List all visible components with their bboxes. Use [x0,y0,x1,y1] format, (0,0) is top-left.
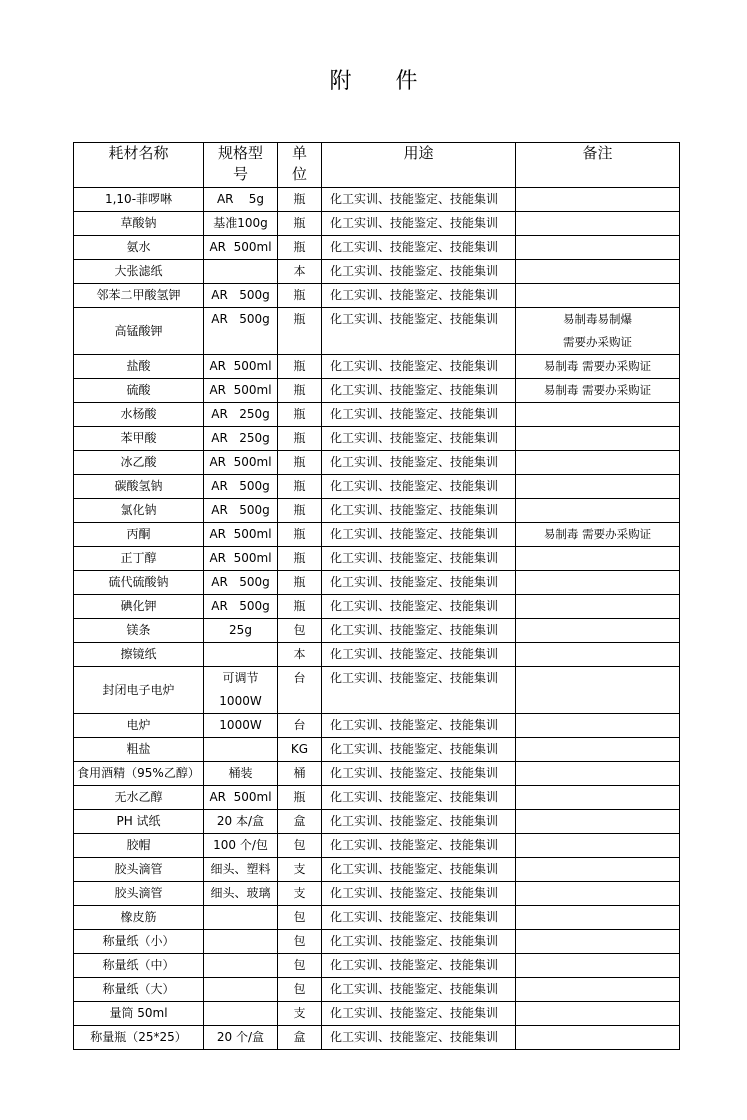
cell-name: 镁条 [74,619,204,643]
cell-spec [204,643,278,667]
table-row [74,667,680,714]
cell-unit: 瓶 [278,236,322,260]
cell-use: 化工实训、技能鉴定、技能集训 [322,499,516,523]
table-row [74,571,680,595]
cell-note [516,308,680,355]
table-row [74,188,680,212]
table-row [74,882,680,906]
cell-spec [204,571,278,595]
table-row [74,714,680,738]
cell-unit: 瓶 [278,451,322,475]
spec-line: 细头、玻璃 [210,886,271,900]
table-header-row [74,143,680,188]
cell-spec [204,714,278,738]
spec-line: 基准100g [213,216,268,230]
cell-spec [204,906,278,930]
cell-name: 硫酸 [74,379,204,403]
cell-note [516,523,680,547]
table-row [74,762,680,786]
cell-name: 丙酮 [74,523,204,547]
note-line: 易制毒 需要办采购证 [543,359,652,373]
cell-use: 化工实训、技能鉴定、技能集训 [322,810,516,834]
table-row [74,355,680,379]
cell-spec [204,403,278,427]
cell-unit: 瓶 [278,499,322,523]
cell-name: 盐酸 [74,355,204,379]
cell-unit: 瓶 [278,475,322,499]
cell-note [516,355,680,379]
header-unit: 单 位 [278,143,322,188]
cell-spec [204,451,278,475]
cell-name: 电炉 [74,714,204,738]
cell-name: 量筒 50ml [74,1002,204,1026]
materials-table [73,142,680,1050]
cell-name: 正丁醇 [74,547,204,571]
cell-name: 称量纸（大） [74,978,204,1002]
table-row [74,403,680,427]
note-line: 易制毒 需要办采购证 [543,383,652,397]
cell-name: 水杨酸 [74,403,204,427]
cell-name: 硫代硫酸钠 [74,571,204,595]
spec-line: 可调节 [222,671,259,685]
cell-use: 化工实训、技能鉴定、技能集训 [322,571,516,595]
spec-line: AR 500g [211,503,270,517]
cell-use: 化工实训、技能鉴定、技能集训 [322,882,516,906]
cell-name: 氯化钠 [74,499,204,523]
spec-line: AR 5g [216,192,265,206]
table-row [74,427,680,451]
table-row [74,523,680,547]
page-title-part2: 件 [395,69,418,94]
spec-line: AR 500ml [209,359,272,373]
spec-line: AR 500ml [209,551,272,565]
note-line: 需要办采购证 [563,335,632,349]
cell-use: 化工实训、技能鉴定、技能集训 [322,212,516,236]
cell-spec [204,475,278,499]
cell-unit: 瓶 [278,403,322,427]
cell-use: 化工实训、技能鉴定、技能集训 [322,643,516,667]
cell-unit: 瓶 [278,523,322,547]
cell-note [516,882,680,906]
cell-unit: 台 [278,714,322,738]
cell-spec [204,547,278,571]
cell-spec [204,595,278,619]
table-row [74,260,680,284]
cell-name: 称量瓶（25*25） [74,1026,204,1050]
cell-note [516,762,680,786]
cell-name: 胶头滴管 [74,858,204,882]
cell-name: 邻苯二甲酸氢钾 [74,284,204,308]
cell-note [516,738,680,762]
cell-unit: 包 [278,954,322,978]
cell-use: 化工实训、技能鉴定、技能集训 [322,475,516,499]
cell-name: 粗盐 [74,738,204,762]
table-row [74,906,680,930]
cell-name: 碳酸氢钠 [74,475,204,499]
cell-use: 化工实训、技能鉴定、技能集训 [322,1002,516,1026]
table-row [74,595,680,619]
cell-note [516,714,680,738]
cell-spec [204,930,278,954]
cell-use: 化工实训、技能鉴定、技能集训 [322,451,516,475]
spec-line: 20 个/盒 [216,1030,265,1044]
cell-spec [204,882,278,906]
cell-use: 化工实训、技能鉴定、技能集训 [322,762,516,786]
cell-use: 化工实训、技能鉴定、技能集训 [322,858,516,882]
spec-line: 桶装 [228,766,253,780]
cell-unit: 支 [278,858,322,882]
spec-line: AR 500g [211,575,270,589]
cell-note [516,619,680,643]
cell-note [516,379,680,403]
cell-use: 化工实训、技能鉴定、技能集训 [322,236,516,260]
cell-spec [204,379,278,403]
cell-name: 高锰酸钾 [74,308,204,355]
table-row [74,451,680,475]
cell-name: 苯甲酸 [74,427,204,451]
spec-line: 100 个/包 [213,838,268,852]
spec-line: 20 本/盒 [216,814,265,828]
cell-spec [204,954,278,978]
cell-name: 橡皮筋 [74,906,204,930]
spec-line: 细头、塑料 [210,862,271,876]
cell-unit: 瓶 [278,188,322,212]
cell-spec [204,499,278,523]
cell-unit: 瓶 [278,571,322,595]
table-row [74,236,680,260]
cell-note [516,260,680,284]
note-line: 易制毒易制爆 [563,312,632,326]
cell-name: 封闭电子电炉 [74,667,204,714]
table-row [74,978,680,1002]
cell-use: 化工实训、技能鉴定、技能集训 [322,427,516,451]
table-row [74,786,680,810]
cell-note [516,858,680,882]
header-use: 用途 [322,143,516,188]
cell-spec [204,523,278,547]
cell-note [516,212,680,236]
cell-note [516,954,680,978]
cell-name: 胶帽 [74,834,204,858]
cell-spec [204,834,278,858]
spec-line: AR 500ml [209,527,272,541]
cell-name: 1,10-菲啰啉 [74,188,204,212]
cell-use: 化工实训、技能鉴定、技能集训 [322,379,516,403]
table-row [74,212,680,236]
cell-use: 化工实训、技能鉴定、技能集训 [322,667,516,714]
cell-name: 无水乙醇 [74,786,204,810]
cell-note [516,930,680,954]
cell-unit: 台 [278,667,322,714]
cell-note [516,188,680,212]
spec-line: AR 250g [211,431,270,445]
cell-unit: 包 [278,619,322,643]
cell-note [516,595,680,619]
table-row [74,834,680,858]
cell-note [516,571,680,595]
spec-line: AR 500g [211,312,270,326]
cell-unit: 瓶 [278,355,322,379]
cell-use: 化工实训、技能鉴定、技能集训 [322,930,516,954]
cell-use: 化工实训、技能鉴定、技能集训 [322,954,516,978]
cell-note [516,284,680,308]
cell-use: 化工实训、技能鉴定、技能集训 [322,547,516,571]
cell-spec [204,188,278,212]
cell-spec [204,427,278,451]
cell-note [516,499,680,523]
spec-line: 25g [229,623,252,637]
cell-note [516,667,680,714]
cell-use: 化工实训、技能鉴定、技能集训 [322,1026,516,1050]
spec-line: 1000W [219,694,262,708]
table-row [74,547,680,571]
cell-unit: 本 [278,643,322,667]
cell-use: 化工实训、技能鉴定、技能集训 [322,978,516,1002]
cell-unit: 瓶 [278,212,322,236]
cell-unit: 瓶 [278,595,322,619]
cell-note [516,906,680,930]
table-row [74,738,680,762]
note-line: 易制毒 需要办采购证 [543,527,652,541]
table-row [74,284,680,308]
table-row [74,930,680,954]
cell-use: 化工实训、技能鉴定、技能集训 [322,403,516,427]
spec-line: AR 500ml [209,383,272,397]
header-spec: 规格型 号 [204,143,278,188]
cell-name: PH 试纸 [74,810,204,834]
cell-use: 化工实训、技能鉴定、技能集训 [322,355,516,379]
cell-use: 化工实训、技能鉴定、技能集训 [322,834,516,858]
cell-unit: 瓶 [278,284,322,308]
spec-line: AR 500ml [209,455,272,469]
cell-spec [204,212,278,236]
cell-note [516,451,680,475]
cell-spec [204,762,278,786]
cell-unit: 盒 [278,810,322,834]
cell-spec [204,619,278,643]
cell-use: 化工实训、技能鉴定、技能集训 [322,738,516,762]
cell-note [516,786,680,810]
cell-name: 擦镜纸 [74,643,204,667]
table-row [74,499,680,523]
cell-name: 称量纸（中） [74,954,204,978]
cell-unit: KG [278,738,322,762]
cell-note [516,236,680,260]
table-body [74,188,680,1050]
table-row [74,619,680,643]
spec-line: AR 500ml [209,240,272,254]
cell-unit: 包 [278,978,322,1002]
spec-line: AR 500g [211,288,270,302]
cell-unit: 瓶 [278,308,322,355]
cell-unit: 本 [278,260,322,284]
cell-spec [204,355,278,379]
cell-use: 化工实训、技能鉴定、技能集训 [322,714,516,738]
table-row [74,308,680,355]
cell-spec [204,1002,278,1026]
cell-unit: 桶 [278,762,322,786]
table-row [74,643,680,667]
table-row [74,1002,680,1026]
cell-spec [204,260,278,284]
cell-unit: 盒 [278,1026,322,1050]
table-row [74,475,680,499]
cell-use: 化工实训、技能鉴定、技能集训 [322,906,516,930]
cell-unit: 包 [278,930,322,954]
spec-line: AR 250g [211,407,270,421]
cell-spec [204,667,278,714]
cell-spec [204,284,278,308]
cell-name: 氨水 [74,236,204,260]
cell-note [516,475,680,499]
cell-note [516,1026,680,1050]
spec-line: AR 500ml [209,790,272,804]
cell-note [516,547,680,571]
header-name: 耗材名称 [74,143,204,188]
spec-line: AR 500g [211,599,270,613]
table-row [74,954,680,978]
cell-note [516,427,680,451]
cell-use: 化工实训、技能鉴定、技能集训 [322,595,516,619]
cell-spec [204,308,278,355]
cell-spec [204,978,278,1002]
cell-unit: 支 [278,882,322,906]
cell-unit: 瓶 [278,786,322,810]
table-row [74,810,680,834]
cell-spec [204,738,278,762]
cell-unit: 瓶 [278,547,322,571]
cell-use: 化工实训、技能鉴定、技能集训 [322,260,516,284]
cell-name: 称量纸（小） [74,930,204,954]
cell-use: 化工实训、技能鉴定、技能集训 [322,786,516,810]
spec-line: 1000W [219,718,262,732]
cell-unit: 瓶 [278,379,322,403]
cell-use: 化工实训、技能鉴定、技能集训 [322,308,516,355]
cell-name: 大张滤纸 [74,260,204,284]
spec-line: AR 500g [211,479,270,493]
cell-use: 化工实训、技能鉴定、技能集训 [322,284,516,308]
table-row [74,1026,680,1050]
cell-note [516,643,680,667]
cell-spec [204,810,278,834]
cell-spec [204,858,278,882]
cell-note [516,834,680,858]
cell-name: 胶头滴管 [74,882,204,906]
table-row [74,858,680,882]
cell-name: 食用酒精（95%乙醇） [74,762,204,786]
cell-use: 化工实训、技能鉴定、技能集训 [322,619,516,643]
cell-spec [204,1026,278,1050]
cell-note [516,810,680,834]
header-note: 备注 [516,143,680,188]
spec-line [204,331,277,354]
cell-note [516,403,680,427]
cell-unit: 瓶 [278,427,322,451]
cell-spec [204,236,278,260]
cell-name: 草酸钠 [74,212,204,236]
cell-note [516,1002,680,1026]
table-row [74,379,680,403]
cell-spec [204,786,278,810]
page-title [0,64,747,95]
cell-use: 化工实训、技能鉴定、技能集训 [322,523,516,547]
cell-unit: 包 [278,906,322,930]
page-title-part1: 附 [329,69,352,94]
cell-name: 碘化钾 [74,595,204,619]
cell-unit: 包 [278,834,322,858]
cell-note [516,978,680,1002]
cell-unit: 支 [278,1002,322,1026]
cell-name: 冰乙酸 [74,451,204,475]
cell-use: 化工实训、技能鉴定、技能集训 [322,188,516,212]
